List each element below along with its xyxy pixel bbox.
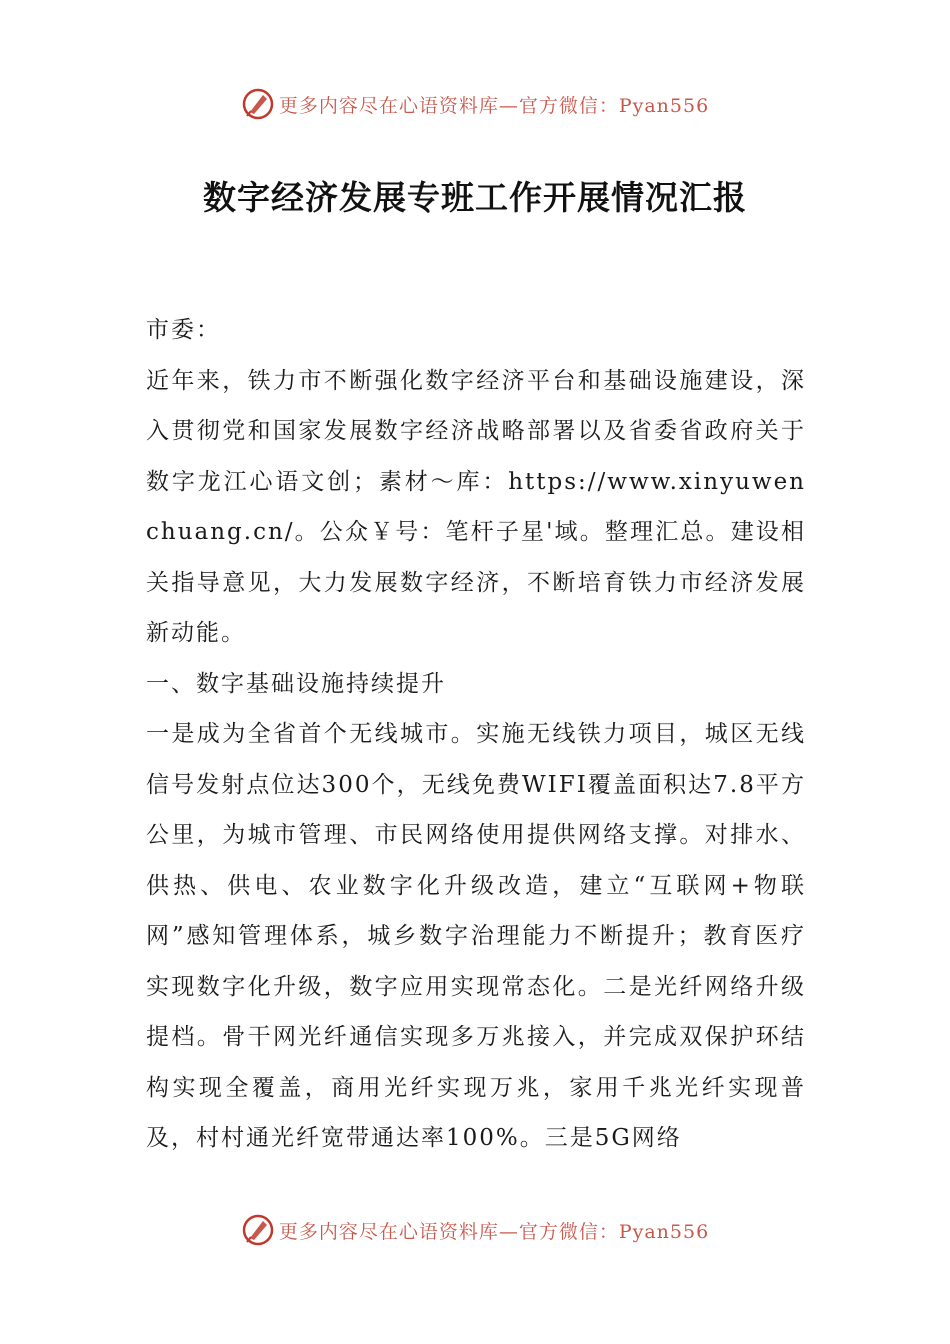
intro-paragraph: 近年来，铁力市不断强化数字经济平台和基础设施建设，深入贯彻党和国家发展数字经济战略部署以及省委省政府关于数字龙江心语文创；素材～库：https://www.xinyuwenchuang.cn/。公众￥号：笔杆子星'域。整理汇总。建设相关指导意见，大力发展数字经济，不断培育铁力市经济发展新动能。 — [146, 367, 806, 646]
footer-banner — [0, 1210, 950, 1250]
header-banner-text: 更多内容尽在心语资料库—官方微信：Pyan556 — [278, 94, 710, 117]
section-heading: 一、数字基础设施持续提升 — [146, 670, 446, 697]
footer-banner-text: 更多内容尽在心语资料库—官方微信：Pyan556 — [278, 1220, 710, 1243]
pen-nib-logo-icon — [241, 1213, 275, 1247]
pen-nib-logo-icon — [241, 87, 275, 121]
section-paragraph: 一是成为全省首个无线城市。实施无线铁力项目，城区无线信号发射点位达300个，无线免费WIFI覆盖面积达7.8平方公里，为城市管理、市民网络使用提供网络支撑。对排水、供热、供电、农业数字化升级改造，建立“互联网+物联网”感知管理体系，城乡数字治理能力不断提升；教育医疗实现数字化升级，数字应用实现常态化。二是光纤网络升级提档。骨干网光纤通信实现多万兆接入，并完成双保护环结构实现全覆盖，商用光纤实现万兆，家用千兆光纤实现普及，村村通光纤宽带通达率100%。三是5G网络 — [146, 721, 806, 1151]
header-banner — [0, 84, 950, 124]
document-body — [146, 305, 806, 1164]
document-title: 数字经济发展专班工作开展情况汇报 — [203, 178, 747, 217]
salutation: 市委： — [146, 317, 221, 343]
